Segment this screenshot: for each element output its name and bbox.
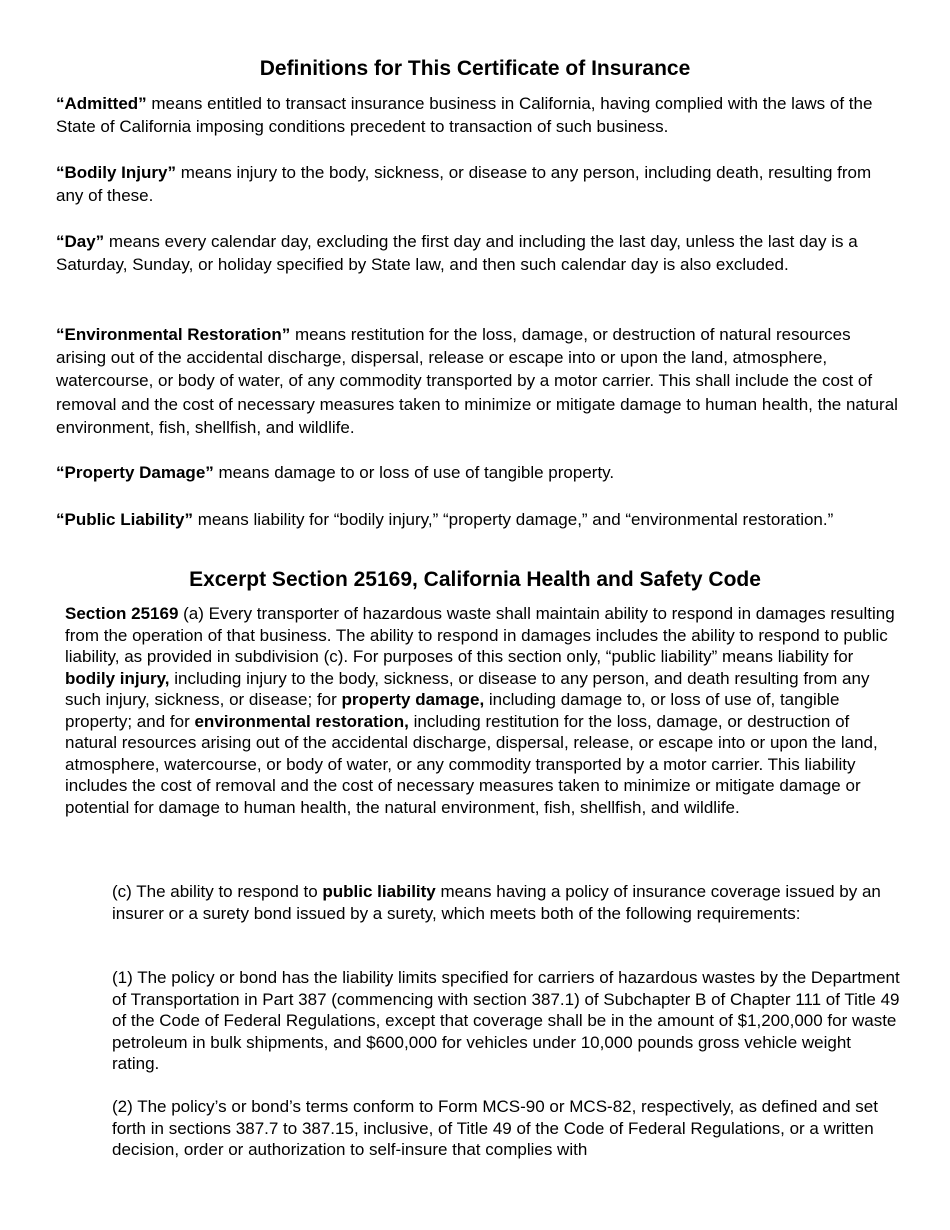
subsection-c-paragraph xyxy=(112,881,902,924)
item-2-paragraph: (2) The policy’s or bond’s terms conform to Form MCS-90 or MCS-82, respectively, as defined and set forth in sections 387.7 to 387.15, inclusive, of Title 49 of the Code of Federal Regulations, or a written decision, order or authorization to self-insure that complies with xyxy=(112,1097,878,1159)
definition-term: “Public Liability” xyxy=(56,510,193,529)
item-1-paragraph: (1) The policy or bond has the liability limits specified for carriers of hazardous wastes by the Department of Transportation in Part 387 (commencing with section 387.1) of Subchapter B of Chapter 111 of Title 49 of the Code of Federal Regulations, except that coverage shall be in the amount of $1,200,000 for waste petroleum in bulk shipments, and $600,000 for vehicles under 10,000 pounds gross vehicle weight rating. xyxy=(112,968,900,1073)
excerpt-title: Excerpt Section 25169, California Health and Safety Code xyxy=(189,568,761,591)
definition-text: means every calendar day, excluding the first day and including the last day, unless the last day is a Saturday, Sunday, or holiday specified by State law, and then such calendar day is also excluded. xyxy=(56,232,858,275)
page-title: Definitions for This Certificate of Insurance xyxy=(259,57,691,80)
bold-term: property damage, xyxy=(341,690,485,709)
definition-term: “Day” xyxy=(56,232,105,251)
section-text: including restitution for the loss, damage, or destruction of natural resources arising out of the accidental discharge, dispersal, release, or escape into or upon the land, atmosphere, watercourse, or body of water, or any commodity transported by a motor carrier. This liability includes the cost of removal and the cost of necessary measures taken to minimize or mitigate damage or potential for damage to human health, the natural environment, fish, shellfish, and wildlife. xyxy=(65,711,878,817)
subsection-text: means having a policy of insurance coverage issued by an insurer or a surety bond issued by a surety, which meets both of the following requirements: xyxy=(112,882,881,923)
definition-admitted xyxy=(56,92,901,138)
definition-environmental-restoration xyxy=(56,323,901,439)
bold-term: environmental restoration, xyxy=(194,711,409,731)
definition-term: “Bodily Injury” xyxy=(56,163,176,182)
bold-term: public liability xyxy=(322,882,436,901)
definition-text: means injury to the body, sickness, or disease to any person, including death, resulting from any of these. xyxy=(56,163,872,206)
subsection-text: (c) The ability to respond to xyxy=(112,882,323,901)
definition-text: means damage to or loss of use of tangible property. xyxy=(213,463,615,482)
section-text: including damage to, or loss of use of, tangible property; and for xyxy=(65,690,840,731)
definition-text: means liability for “bodily injury,” “property damage,” and “environmental restoration.” xyxy=(192,510,834,529)
section-25169-paragraph xyxy=(65,603,895,818)
definition-bodily-injury xyxy=(56,161,901,207)
bold-term: bodily injury, xyxy=(65,668,170,688)
definition-term: “Environmental Restoration” xyxy=(56,325,291,344)
section-text: including injury to the body, sickness, or disease to any person, and death resulting from any such injury, sickness, or disease; for xyxy=(65,668,870,709)
definition-text: means entitled to transact insurance business in California, having complied with the laws of the State of California imposing conditions precedent to transaction of such business. xyxy=(56,94,873,137)
definition-term: “Admitted” xyxy=(56,94,147,113)
definition-public-liability xyxy=(56,508,901,531)
definition-term: “Property Damage” xyxy=(56,463,214,482)
definition-property-damage xyxy=(56,461,901,484)
definition-text: means restitution for the loss, damage, or destruction of natural resources arising out of the accidental discharge, dispersal, release or escape into or upon the land, atmosphere, watercourse, or body of water, of any commodity transported by a motor carrier. This shall include the cost of removal and the cost of necessary measures taken to minimize or mitigate damage to human health, the natural environment, fish, shellfish, and wildlife. xyxy=(56,325,898,437)
section-label: Section 25169 xyxy=(65,604,179,623)
definition-day xyxy=(56,230,901,276)
section-text: (a) Every transporter of hazardous waste shall maintain ability to respond in damages resulting from the operation of that business. The ability to respond in damages includes the ability to respond to public liability, as provided in subdivision (c). For purposes of this section only, “public liability” means liability for xyxy=(65,604,895,666)
